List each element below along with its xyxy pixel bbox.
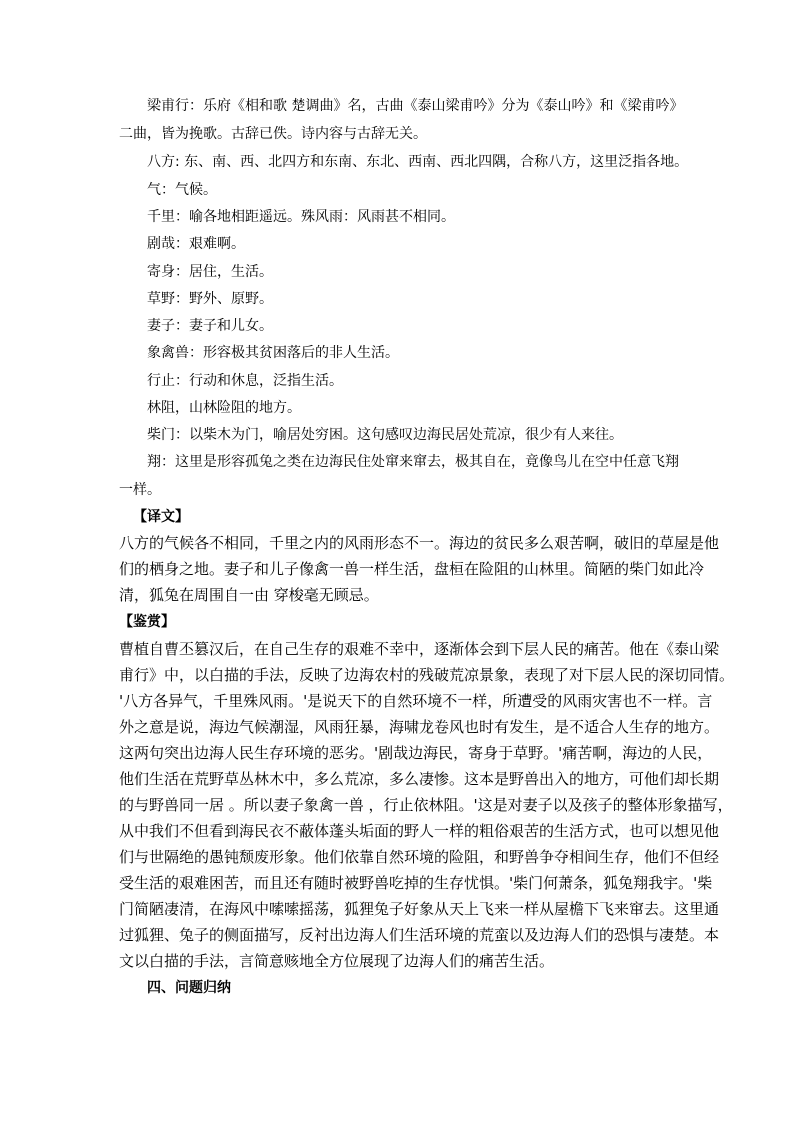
appreciation-line: 从中我们不但看到海民衣不蔽体蓬头垢面的野人一样的粗俗艰苦的生活方式，也可以想见他 — [119, 822, 720, 840]
note-line: 柴门：以柴木为门，喻居处穷困。这句感叹边海民居处荒凉，很少有人来往。 — [147, 427, 623, 443]
note-line: 二曲，皆为挽歌。古辞已佚。诗内容与古辞无关。 — [119, 126, 427, 142]
note-line: 草野：野外、原野。 — [147, 291, 273, 307]
appreciation-line: 外之意是说，海边气候潮湿，风雨狂暴，海啸龙卷风也时有发生，是不适合人生存的地方。 — [119, 718, 720, 736]
translation-line: 八方的气候各不相同，千里之内的风雨形态不一。海边的贫民多么艰苦啊，破旧的草屋是他 — [119, 534, 720, 552]
note-line: 妻子：妻子和儿女。 — [147, 318, 273, 334]
appreciation-line: 甫行》中，以白描的手法，反映了边海农村的残破荒凉景象，表现了对下层人民的深切同情。 — [119, 666, 735, 684]
translation-heading: 【译文】 — [133, 509, 189, 525]
appreciation-line: 受生活的艰难困苦，而且还有随时被野兽吃掉的生存忧惧。'柴门何萧条，狐兔翔我宇。'柴 — [119, 874, 713, 892]
appreciation-line: 们与世隔绝的愚钝颓废形象。他们依靠自然环境的险阻，和野兽争夺相间生存，他们不但经 — [119, 848, 720, 866]
appreciation-line: 曹植自曹丕篡汉后，在自己生存的艰难不幸中，逐渐体会到下层人民的痛苦。他在《泰山梁 — [119, 640, 720, 658]
appreciation-line: 这两句突出边海人民生存环境的恶劣。'剧哉边海民，寄身于草野。'痛苦啊，海边的人民， — [119, 744, 713, 762]
translation-line: 们的栖身之地。妻子和儿子像禽一兽一样生活，盘桓在险阻的山林里。简陋的柴门如此冷 — [119, 560, 705, 578]
section-heading: 四、问题归纳 — [147, 980, 231, 996]
appreciation-line: '八方各异气，千里殊风雨。'是说天下的自然环境不一样，所遭受的风雨灾害也不一样。言 — [119, 692, 713, 710]
translation-line: 清，狐兔在周围自一由 穿梭毫无顾忌。 — [119, 586, 379, 604]
note-line: 千里：喻各地相距遥远。殊风雨：风雨甚不相同。 — [147, 209, 455, 225]
note-line: 象禽兽：形容极其贫困落后的非人生活。 — [147, 345, 399, 361]
appreciation-heading: 【鉴赏】 — [119, 614, 175, 630]
note-line: 梁甫行：乐府《相和歌 楚调曲》名，古曲《泰山梁甫吟》分为《泰山吟》和《梁甫吟》 — [147, 98, 684, 114]
appreciation-line: 的与野兽同一居 。所以妻子象禽一兽 ，行止依林阻。'这是对妻子以及孩子的整体形象描写， — [119, 796, 733, 814]
note-line: 剧哉：艰难啊。 — [147, 236, 245, 252]
appreciation-line: 他们生活在荒野草丛林木中，多么荒凉，多么凄惨。这本是野兽出入的地方，可他们却长期 — [119, 770, 720, 788]
note-line: 一样。 — [119, 482, 161, 498]
appreciation-line: 过狐狸、兔子的侧面描写，反衬出边海人们生活环境的荒蛮以及边海人们的恐惧与凄楚。本 — [119, 926, 720, 944]
appreciation-line: 文以白描的手法，言简意赅地全方位展现了边海人们的痛苦生活。 — [119, 952, 555, 970]
note-line: 气：气候。 — [147, 182, 217, 198]
note-line: 八方: 东、南、西、北四方和东南、东北、西南、西北四隅，合称八方，这里泛指各地。 — [147, 154, 689, 170]
note-line: 翔：这里是形容孤兔之类在边海民住处窜来窜去，极其自在，竟像鸟儿在空中任意飞翔 — [147, 454, 679, 470]
note-line: 寄身：居住，生活。 — [147, 264, 273, 280]
note-line: 林阻，山林险阻的地方。 — [147, 400, 301, 416]
note-line: 行止：行动和休息，泛指生活。 — [147, 373, 343, 389]
appreciation-line: 门简陋凄清，在海风中嗦嗦摇荡，狐狸兔子好象从天上飞来一样从屋檐下飞来窜去。这里通 — [119, 900, 720, 918]
